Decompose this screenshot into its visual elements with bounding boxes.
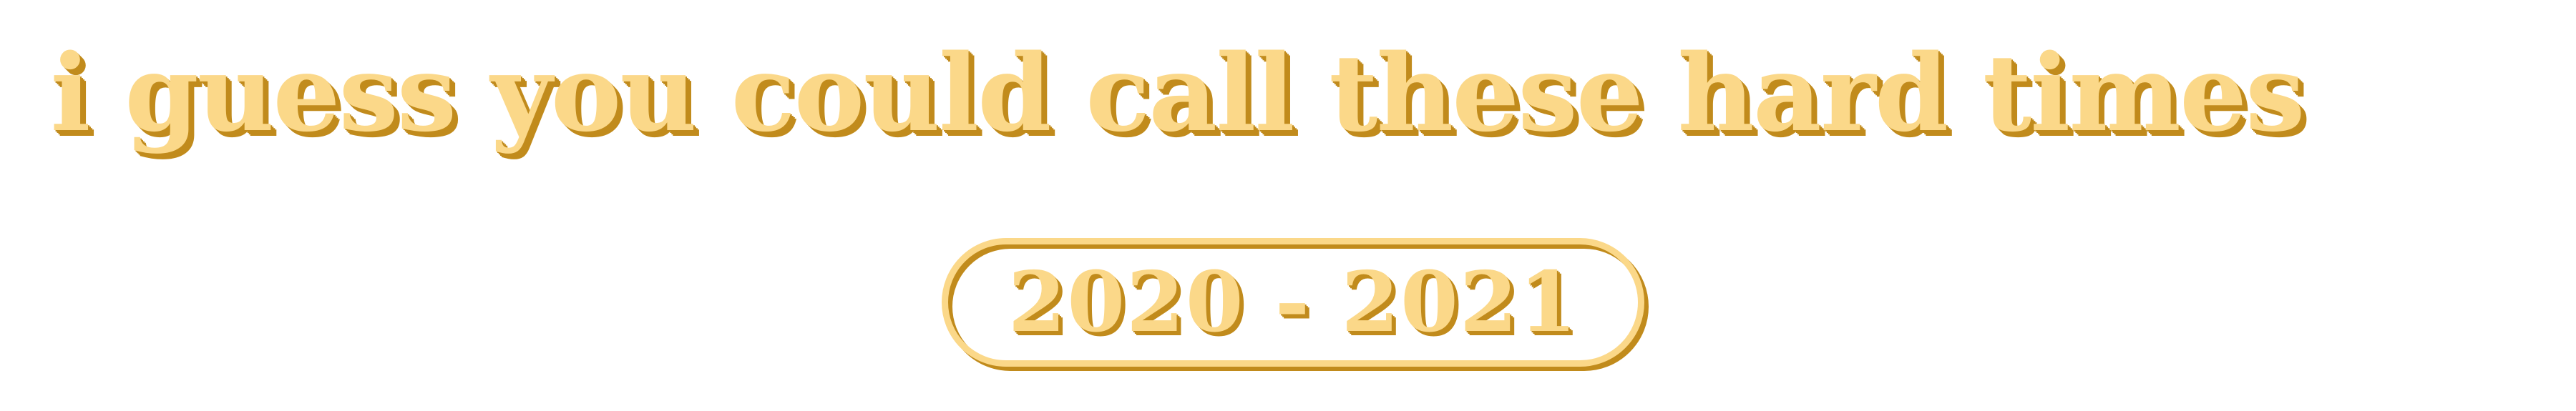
year-badge xyxy=(942,238,1644,367)
year-range-text: 2020 - 2021 xyxy=(1008,254,1579,351)
headline-text: i guess you could call these hard times xyxy=(50,31,2304,155)
